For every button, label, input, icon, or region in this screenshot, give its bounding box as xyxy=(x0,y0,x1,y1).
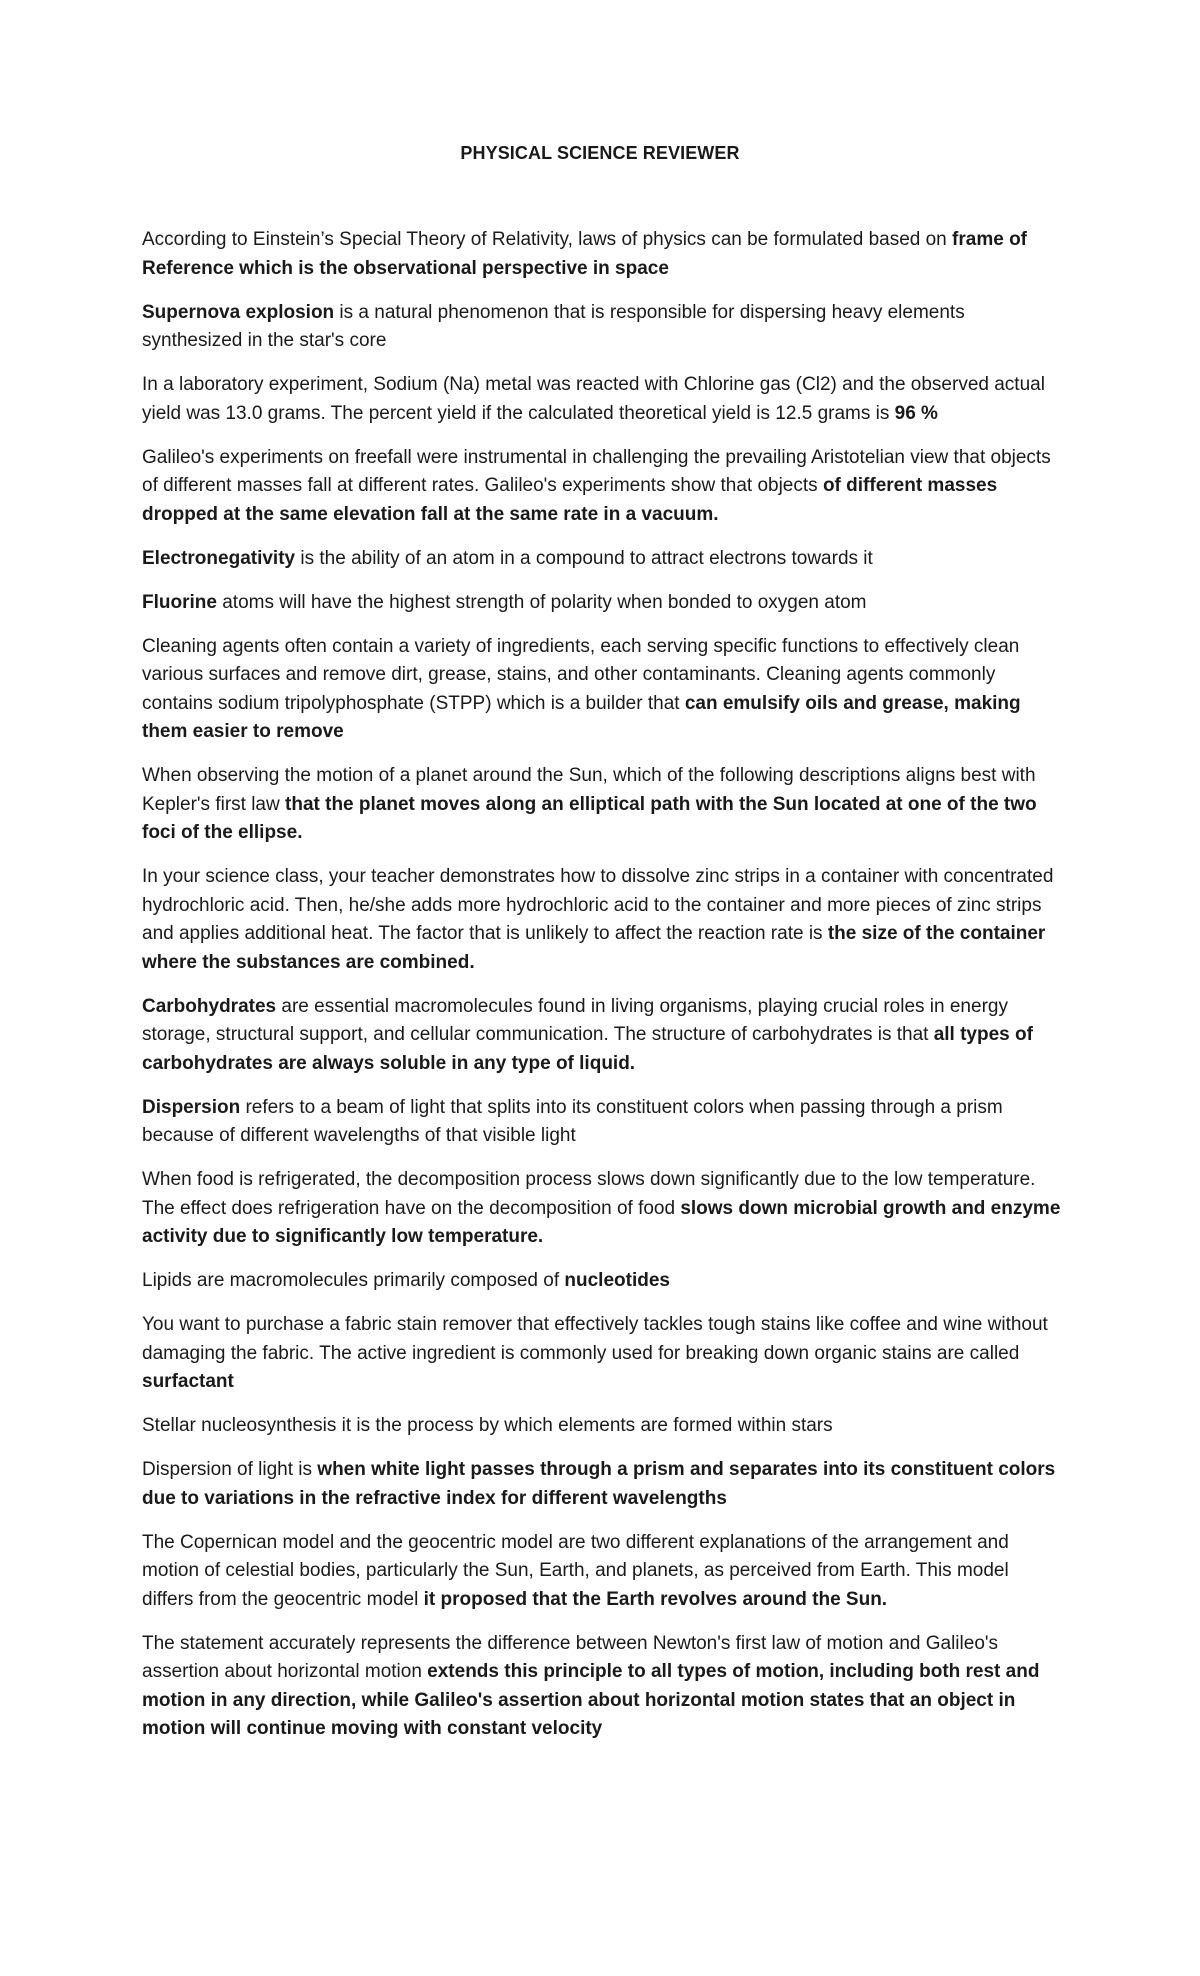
text-run: Stellar nucleosynthesis it is the process by which elements are formed within stars xyxy=(142,1415,833,1436)
bold-text-run: it proposed that the Earth revolves around the Sun. xyxy=(423,1588,888,1610)
paragraph xyxy=(142,1529,1062,1615)
text-run: You want to purchase a fabric stain remover that effectively tackles tough stains like coffee and wine without damaging the fabric. The active ingredient is commonly used for breaking down organic stains are called xyxy=(142,1314,1048,1364)
paragraph xyxy=(142,993,1062,1079)
text-run: Galileo's experiments on freefall were instrumental in challenging the prevailing Aristotelian view that objects of different masses fall at different rates. Galileo's experiments show that objects xyxy=(142,446,1051,496)
paragraph xyxy=(142,589,1062,618)
text-run: Lipids are macromolecules primarily composed of xyxy=(142,1270,565,1291)
paragraph xyxy=(142,633,1062,747)
text-run: Cleaning agents often contain a variety of ingredients, each serving specific functions to effectively clean various surfaces and remove dirt, grease, stains, and other contaminants. Cleaning agents commonly contains sodium tripolyphosphate (STPP) which is a builder that xyxy=(142,635,1020,714)
paragraph xyxy=(142,1311,1062,1397)
bold-text-run: extends this principle to all types of motion, including both rest and motion in any direction, while Galileo's assertion about horizontal motion states that an object in motion will continue moving with constant velocity xyxy=(142,1661,1040,1739)
text-run: In a laboratory experiment, Sodium (Na) metal was reacted with Chlorine gas (Cl2) and the observed actual yield was 13.0 grams. The percent yield if the calculated theoretical yield is 12.5 grams is xyxy=(142,374,1045,424)
bold-text-run: that the planet moves along an elliptical path with the Sun located at one of the two foci of the ellipse. xyxy=(142,793,1037,843)
bold-text-run: slows down microbial growth and enzyme activity due to significantly low temperature. xyxy=(142,1197,1061,1247)
paragraph xyxy=(142,1094,1062,1151)
paragraph xyxy=(142,299,1062,356)
bold-text-run: when white light passes through a prism and separates into its constituent colors due to variations in the refractive index for different wavelengths xyxy=(142,1459,1056,1509)
paragraph xyxy=(142,1456,1062,1513)
text-run: According to Einstein’s Special Theory of Relativity, laws of physics can be formulated based on xyxy=(142,229,953,250)
paragraph xyxy=(142,1166,1062,1252)
text-run: are essential macromolecules found in living organisms, playing crucial roles in energy storage, structural support, and cellular communication. The structure of carbohydrates is that xyxy=(142,995,1008,1045)
bold-text-run: the size of the container where the substances are combined. xyxy=(142,923,1046,973)
bold-text-run: Carbohydrates xyxy=(142,995,277,1017)
bold-text-run: of different masses dropped at the same elevation fall at the same rate in a vacuum. xyxy=(142,475,998,525)
bold-text-run: surfactant xyxy=(142,1371,234,1392)
text-run: Dispersion of light is xyxy=(142,1459,318,1480)
bold-text-run: Dispersion xyxy=(142,1096,241,1118)
document-title: PHYSICAL SCIENCE REVIEWER xyxy=(460,143,740,163)
text-run: is a natural phenomenon that is responsible for dispersing heavy elements synthesized in the star's core xyxy=(142,301,965,351)
text-run: atoms will have the highest strength of polarity when bonded to oxygen atom xyxy=(216,591,867,613)
text-run: The Copernican model and the geocentric model are two different explanations of the arrangement and motion of celestial bodies, particularly the Sun, Earth, and planets, as perceived from Earth. This model differs from the geocentric model xyxy=(142,1531,1009,1610)
text-run: The statement accurately represents the difference between Newton's first law of motion and Galileo's assertion about horizontal motion xyxy=(142,1632,999,1682)
bold-text-run: 96 % xyxy=(894,402,938,424)
paragraph xyxy=(142,863,1062,977)
bold-text-run: Fluorine xyxy=(142,591,217,613)
paragraph xyxy=(142,762,1062,848)
text-run: refers to a beam of light that splits into its constituent colors when passing through a prism because of different wavelengths of that visible light xyxy=(142,1096,1003,1146)
bold-text-run: can emulsify oils and grease, making them easier to remove xyxy=(142,692,1021,742)
text-run: When food is refrigerated, the decomposition process slows down significantly due to the low temperature. The effect does refrigeration have on the decomposition of food xyxy=(142,1169,1036,1219)
paragraph xyxy=(142,545,1062,574)
paragraph xyxy=(142,371,1062,428)
paragraph xyxy=(142,444,1062,530)
text-run: When observing the motion of a planet around the Sun, which of the following descriptions aligns best with Kepler's first law xyxy=(142,765,1036,815)
text-run: is the ability of an atom in a compound to attract electrons towards it xyxy=(295,547,873,569)
bold-text-run: Supernova explosion xyxy=(142,301,335,323)
document-body xyxy=(142,226,1062,1759)
paragraph xyxy=(142,1412,1062,1441)
bold-text-run: nucleotides xyxy=(564,1270,670,1291)
text-run: In your science class, your teacher demonstrates how to dissolve zinc strips in a container with concentrated hydrochloric acid. Then, he/she adds more hydrochloric acid to the container and more pieces of zinc strips and applies additional heat. The factor that is unlikely to affect the reaction rate is xyxy=(142,866,1054,944)
bold-text-run: Electronegativity xyxy=(142,547,296,569)
bold-text-run: all types of carbohydrates are always soluble in any type of liquid. xyxy=(142,1024,1033,1074)
bold-text-run: frame of Reference which is the observational perspective in space xyxy=(142,229,1028,279)
paragraph xyxy=(142,1630,1062,1744)
paragraph xyxy=(142,1267,1062,1296)
paragraph xyxy=(142,226,1062,283)
